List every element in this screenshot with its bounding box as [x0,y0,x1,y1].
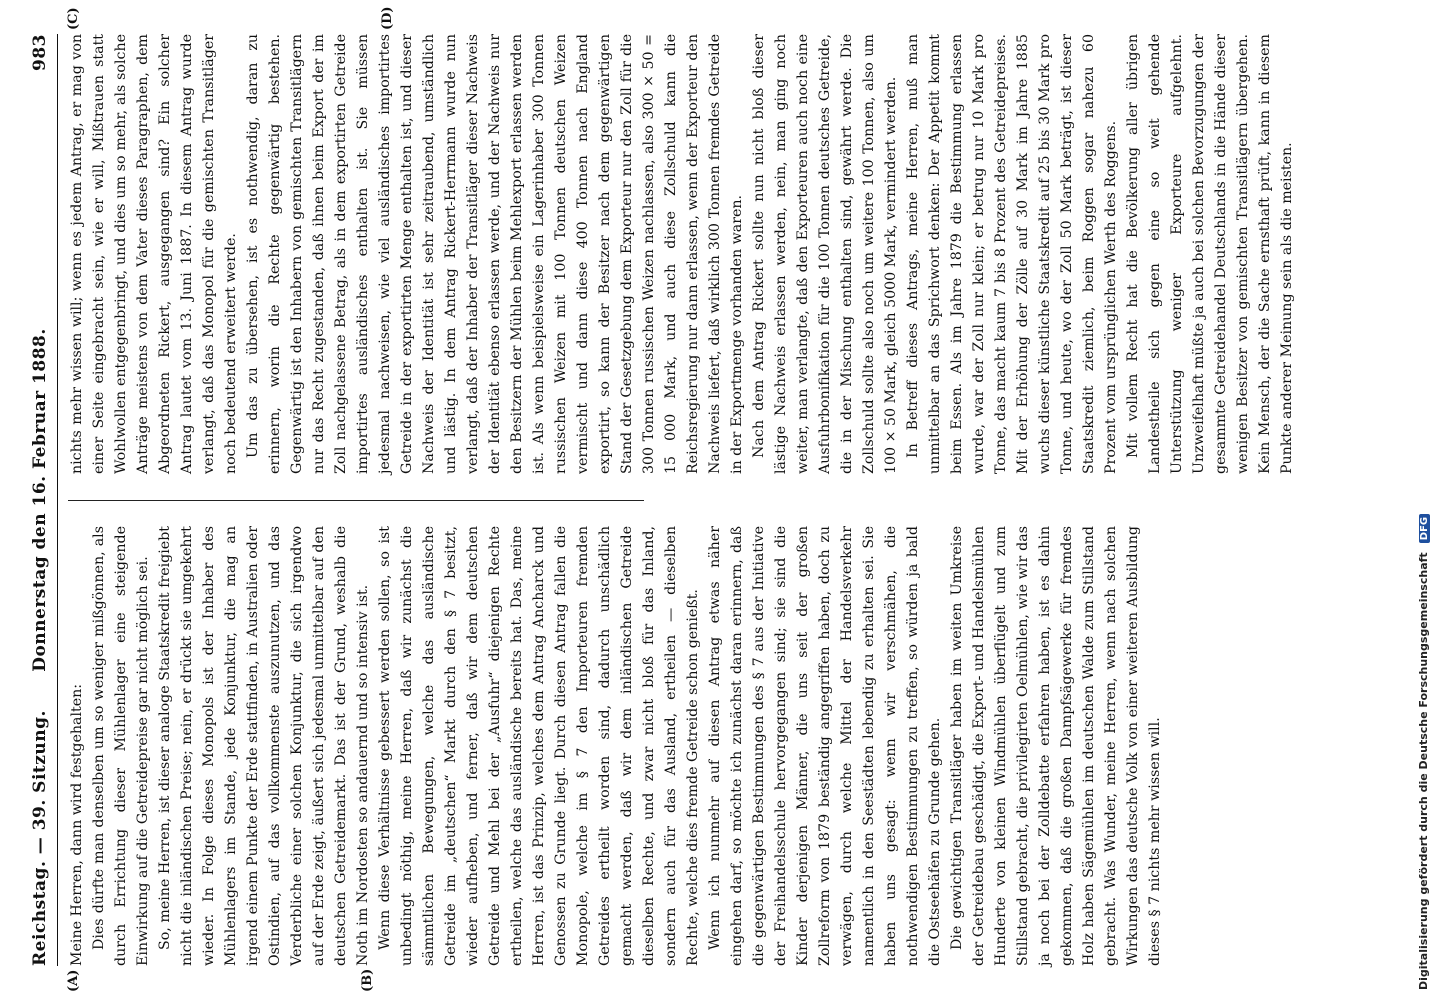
column-separator [68,500,644,501]
paragraph: So, meine Herren, ist dieser analoge Staatskredit freigiebt nicht die inländischen Preise; nein, er drückt sie umgekehrt wieder. In Folge dieses Monopols ist der Inhaber des Mühlenlagers im Stande, jede Konjunktur, die mag an irgend einem Punkte der Erde stattfinden, in Australien oder Ostindien, auf das vollkommenste auszunutzen, und das Verderbliche einer solchen Konjunktur, die sich irgendwo auf der Erde zeigt, äußert sich jedesmal unmittelbar auf den deutschen Getreidemarkt. Das ist der Grund, weshalb die Noth im Nordosten so andauernd und so intensiv ist. [157,526,371,966]
margin-marker-d: (D) [380,6,395,30]
margin-marker-c: (C) [66,7,81,30]
header-left: Reichstag. — 39. Sitzung. [30,710,50,966]
text-column-left [66,526,1163,966]
running-header [30,34,54,966]
text-column-right [66,34,1295,474]
paragraph: nichts mehr wissen will; wenn es jedem Antrag, er mag von einer Seite eingebracht sein, wie er will, Mißtrauen statt Wohlwollen entgegenbringt, und dies um so mehr, als solche Anträge meistens von dem Vater dieses Paragraphen, dem Abgeordneten Rickert, ausgegangen sind? Ein solcher Antrag lautet vom 13. Juni 1887. In diesem Antrag wurde verlangt, daß das Monopol für die gemischten Transitläger noch bedeutend erweitert werde. [69,34,239,474]
header-date: Donnerstag den 16. Februar 1888. [30,328,50,672]
paragraph: Wenn ich nunmehr auf diesen Antrag etwas näher eingehen darf, so möchte ich zunächst daran erinnern, daß die gegenwärtigen Bestimmungen des § 7 aus der Initiative der Freihandelsschule hervorgegangen sind; sie sind die Kinder derjenigen Männer, die uns seit der großen Zollreform von 1879 beständig angegriffen haben, doch zu verwägen, durch welche Mittel der Handelsverkehr namentlich in den Seestädten lebendig zu erhalten sei. Sie haben uns gesagt: wenn wir verschmähen, die nothwendigen Bestimmungen zu treffen, so würden ja bald die Ostseehäfen zu Grunde gehen. [707,526,943,966]
funding-text: Digitalisierung gefördert durch die Deutsche Forschungsgemeinschaft [1417,552,1430,990]
dfg-logo: DFG [1419,514,1430,543]
page-number: 983 [30,34,50,71]
margin-marker-b: (B) [360,968,375,992]
funding-note [1412,10,1430,990]
header-rule [57,34,58,966]
paragraph: Mit vollem Recht hat die Bevölkerung aller übrigen Landestheile sich gegen eine so weit gehende Unterstützung weniger Exporteure aufgelehnt. Unzweifelhaft müßte ja auch bei solchen Bevorzugungen der gesammte Getreidehandel Deutschlands in die Hände dieser wenigen Besitzer von gemischten Transitlägern übergehen. Kein Mensch, der die Sache ernsthaft prüft, kann in diesem Punkte anderer Meinung sein als die meisten. [1125,34,1295,474]
paragraph: Die gewichtigen Transitläger haben im weiten Umkreise der Getreidebau geschädigt, die Export- und Handelsmühlen Hunderte von kleinen Windmühlen überflügelt und zum Stillstand gebracht, die privilegirten Oelmühlen, wie wir das ja noch bei der Zolldebatte erfahren haben, ist es dahin gekommen, daß die großen Dampfsägewerke für fremdes Holz haben Sägemühlen im deutschen Walde zum Stillstand gebracht. Was Wunder, meine Herren, wenn nach solchen Wirkungen das deutsche Volk von einer weiteren Ausbildung dieses § 7 nichts mehr wissen will. [949,526,1163,966]
paragraph: Wenn diese Verhältnisse gebessert werden sollen, so ist unbedingt nöthig, meine Herren, daß wir zunächst die sämmtlichen Bewegungen, welche das ausländische Getreide im „deutschen“ Markt durch den § 7 besitzt, wieder aufheben, und ferner, daß wir dem deutschen Getreide und Mehl bei der „Ausfuhr“ diejenigen Rechte ertheilen, welche das ausländische bereits hat. Das, meine Herren, ist das Prinzip, welches dem Antrag Ancharck und Genossen zu Grunde liegt. Durch diesen Antrag fallen die Monopole, welche im § 7 den Importeuren fremden Getreides ertheilt worden sind, dadurch unschädlich gemacht werden, daß wir dem inländischen Getreide dieselben Rechte, und zwar nicht bloß für das Inland, sondern auch für das Ausland, ertheilen — dieselben Rechte, welche dies fremde Getreide schon genießt. [377,526,701,966]
paragraph: Meine Herren, dann wird festgehalten: [69,683,85,966]
paragraph: Um das zu übersehen, ist es nothwendig, daran zu erinnern, worin die Rechte gegenwärtig bestehen. Gegenwärtig ist den Inhabern von gemischten Transitlägern nur das Recht zugestanden, daß ihnen beim Export der im Zoll nachgelassene Betrag, als in dem exportirten Getreide importirtes ausländisches enthalten ist. Sie müssen jedesmal nachweisen, wie viel ausländisches importirtes Getreide in der exportirten Menge enthalten ist, und dieser Nachweis der Identität ist sehr zeitraubend, umständlich und lästig. In dem Antrag Rickert-Herrmann wurde nun verlangt, daß der Inhaber der Transitläger dieser Nachweis der Identität ebenso erlassen werde, und der Nachweis nur den Besitzern der Mühlen beim Mehlexport erlassen werden ist. Als wenn beispielsweise ein Lagerinhaber 300 Tonnen russischen Weizen mit 100 Tonnen deutschen Weizen vermischt und dann diese 400 Tonnen nach England exportirt, so kann der Besitzer nach dem gegenwärtigen Stand der Gesetzgebung dem Exporteur nur den Zoll für die 300 Tonnen russischen Weizen nachlassen, also 300 × 50 = 15 000 Mark, und auch diese Zollschuld kann die Reichsregierung nur dann erlassen, wenn der Exporteur den Nachweis liefert, daß wirklich 300 Tonnen fremdes Getreide in der Exportmenge vorhanden waren. [245,34,745,474]
paragraph: Nach dem Antrag Rickert sollte nun nicht bloß dieser lästige Nachweis erlassen werden, nein, man ging noch weiter, man verlangte, daß den Exporteuren auch noch eine Ausfuhrbonifikation für die 100 Tonnen deutsches Getreide, die in der Mischung enthalten sind, gewährt werde. Die Zollschuld sollte also noch um weitere 100 Tonnen, also um 100 × 50 Mark, gleich 5000 Mark, vermindert werden. [751,34,899,474]
margin-marker-a: (A) [66,969,81,992]
paragraph: In Betreff dieses Antrags, meine Herren, muß man unmittelbar an das Sprichwort denken: Der Appetit kommt beim Essen. Als im Jahre 1879 die Bestimmung erlassen wurde, war der Zoll nur klein; er betrug nur 10 Mark pro Tonne, das macht kaum 7 bis 8 Prozent des Getreidepreises. Mit der Erhöhung der Zölle auf 30 Mark im Jahre 1885 wuchs dieser künstliche Staatskredit auf 25 bis 30 Mark pro Tonne, und heute, wo der Zoll 50 Mark beträgt, ist dieser Staatskredit ziemlich, beim Roggen sogar nahezu 60 Prozent vom ursprünglichen Werth des Roggens. [905,34,1119,474]
paragraph: Dies dürfte man denselben um so weniger mißgönnen, als durch Errichtung dieser Mühlenlager eine steigende Einwirkung auf die Getreidepreise gar nicht möglich sei. [91,526,151,966]
